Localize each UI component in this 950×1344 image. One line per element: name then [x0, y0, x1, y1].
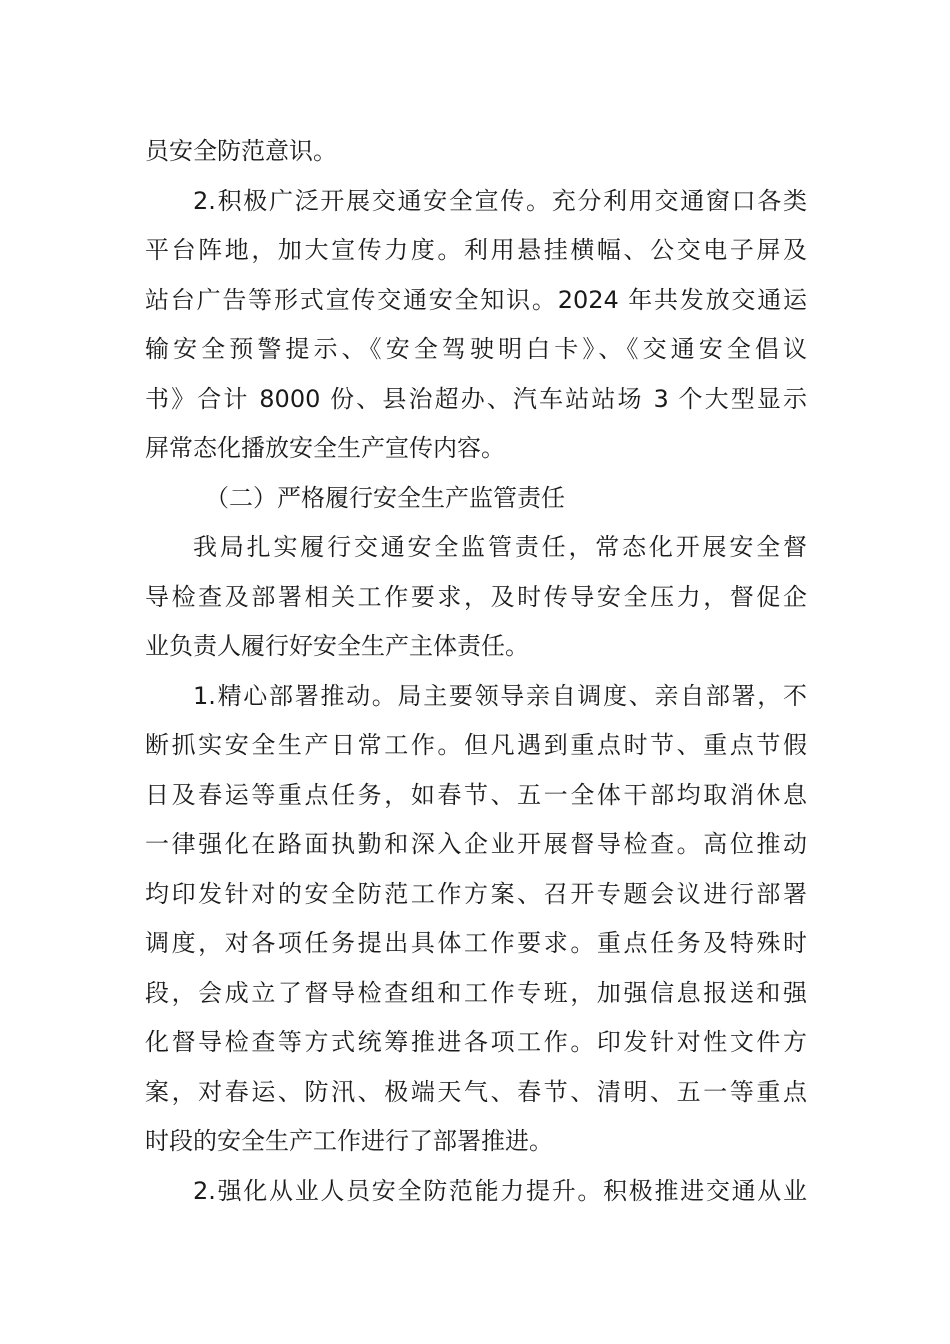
text-line: 均印发针对的安全防范工作方案、召开专题会议进行部署	[145, 879, 807, 908]
text-line: 业负责人履行好安全生产主体责任。	[145, 632, 529, 660]
text-line: 导检查及部署相关工作要求，及时传导安全压力，督促企	[145, 582, 807, 611]
text-line: 书》合计 8000 份、县治超办、汽车站站场 3 个大型显示	[145, 384, 807, 413]
text-line: 化督导检查等方式统筹推进各项工作。印发针对性文件方	[145, 1028, 807, 1056]
text-line: 时段的安全生产工作进行了部署推进。	[145, 1127, 553, 1155]
section-heading	[145, 474, 807, 524]
text-line: 段，会成立了督导检查组和工作专班，加强信息报送和强	[145, 978, 807, 1007]
text-line: 2.积极广泛开展交通安全宣传。充分利用交通窗口各类	[193, 186, 807, 215]
paragraph-training	[145, 1167, 807, 1217]
text-line: 屏常态化播放安全生产宣传内容。	[145, 434, 505, 462]
document-body	[145, 127, 807, 1216]
text-line: 我局扎实履行交通安全监管责任，常态化开展安全督	[193, 533, 807, 561]
text-line: 站台广告等形式宣传交通安全知识。2024 年共发放交通运	[145, 285, 807, 314]
text-line: 日及春运等重点任务，如春节、五一全体干部均取消休息	[145, 780, 807, 809]
text-line: 2.强化从业人员安全防范能力提升。积极推进交通从业	[193, 1176, 807, 1205]
text-line: 平台阵地，加大宣传力度。利用悬挂横幅、公交电子屏及	[145, 236, 807, 264]
text-line: 员安全防范意识。	[145, 137, 337, 165]
text-line: 1.精心部署推动。局主要领导亲自调度、亲自部署，不	[193, 681, 807, 710]
text-line: 输安全预警提示、《安全驾驶明白卡》、《交通安全倡议	[145, 335, 807, 363]
text-line: 案，对春运、防汛、极端天气、春节、清明、五一等重点	[145, 1077, 807, 1106]
text-line: 断抓实安全生产日常工作。但凡遇到重点时节、重点节假	[145, 731, 807, 759]
section-heading-text: （二）严格履行安全生产监管责任	[205, 483, 565, 512]
text-line: 一律强化在路面执勤和深入企业开展督导检查。高位推动	[145, 830, 807, 858]
paragraph-supervision	[145, 523, 807, 672]
paragraph-publicity	[145, 177, 807, 474]
paragraph-continuation	[145, 127, 807, 177]
paragraph-deployment	[145, 672, 807, 1167]
text-line: 调度，对各项任务提出具体工作要求。重点任务及特殊时	[145, 929, 807, 957]
